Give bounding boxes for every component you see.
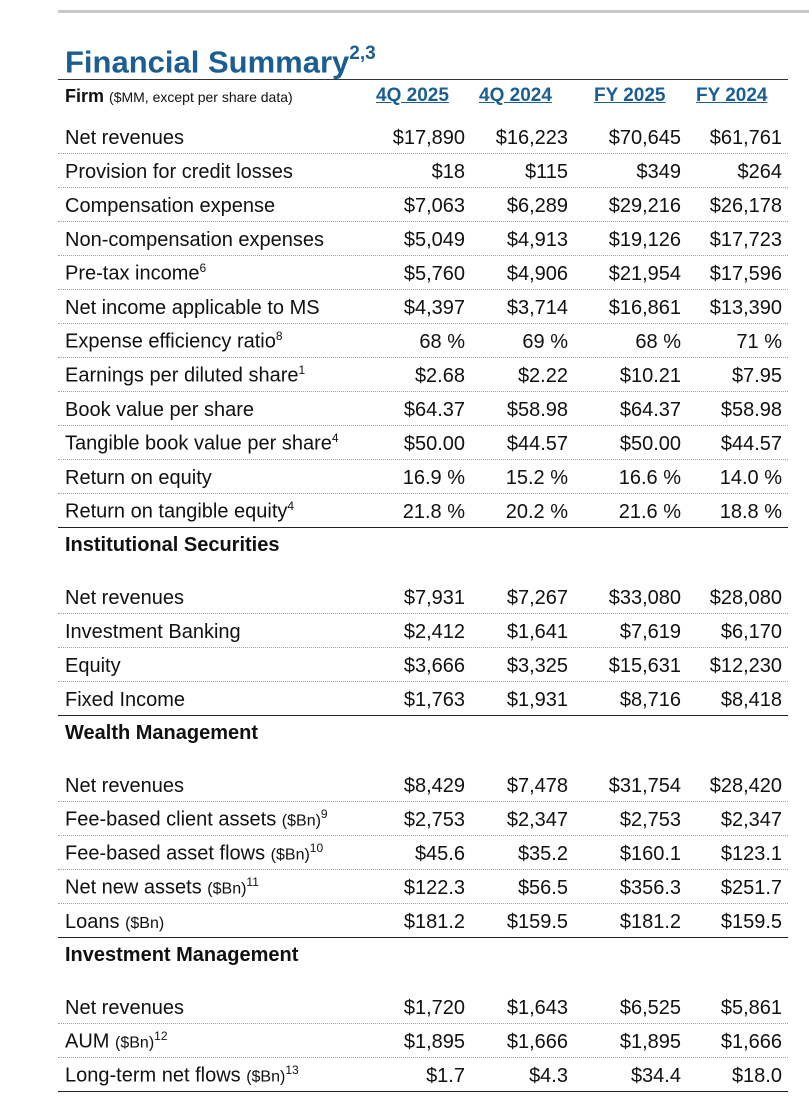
table-cell: $251.7 [720,877,782,899]
row-label-text: AUM [65,1031,110,1053]
table-row [58,392,788,426]
table-cell: $356.3 [619,877,681,899]
table-cell: $2,412 [403,621,465,643]
row-label [65,467,212,490]
table-cell: $45.6 [414,843,465,865]
table-cell: $6,289 [506,195,568,217]
table-cell: $15,631 [608,655,681,677]
firm-units-note: ($MM, except per share data) [109,89,293,105]
row-label [65,841,323,866]
table-cell: 18.8 % [719,501,782,523]
row-unit: ($Bn) [281,813,321,830]
row-label-text: Fee-based asset flows [65,843,266,865]
table-cell: $64.37 [619,399,681,421]
row-label [65,329,283,354]
table-cell: $28,080 [709,587,782,609]
table-cell: $19,126 [608,229,681,251]
table-row [58,154,788,188]
table-cell: $7,267 [506,587,568,609]
table-cell: $35.2 [517,843,568,865]
column-header-4q-2024: 4Q 2024 [479,85,552,106]
row-label [65,161,293,184]
row-footnote: 1 [298,363,306,378]
row-label-text: Fee-based client assets [65,809,277,831]
row-label-text: Net revenues [65,775,184,797]
table-cell: $12,230 [709,655,782,677]
table-cell: $28,420 [709,775,782,797]
table-cell: $1,643 [506,997,568,1019]
row-label-text: Net revenues [65,587,184,609]
table-cell: 14.0 % [719,467,782,489]
row-label-text: Fixed Income [65,689,186,711]
table-cell: 71 % [736,331,782,353]
row-label-text: Provision for credit losses [65,161,293,183]
section-header [58,528,788,580]
section-title: Investment Management [65,944,299,966]
table-cell: $115 [524,161,568,183]
row-label [65,621,241,644]
table-cell: $21,954 [608,263,681,285]
table-cell: $1,895 [619,1031,681,1053]
table-cell: $2,347 [506,809,568,831]
table-cell: 68 % [419,331,465,353]
table-row [58,494,788,528]
table-cell: $58.98 [720,399,782,421]
table-cell: $1,895 [403,1031,465,1053]
table-cell: $349 [636,161,681,183]
row-footnote: 12 [154,1029,168,1044]
row-label-text: Long-term net flows [65,1065,241,1087]
table-cell: $3,714 [506,297,568,319]
table-cell: $5,049 [403,229,465,251]
table-cell: $1,666 [720,1031,782,1053]
column-header-fy-2024: FY 2024 [696,85,768,106]
table-row [58,990,788,1024]
row-label-text: Return on tangible equity [65,501,288,523]
table-row [58,290,788,324]
table-cell: $17,596 [709,263,782,285]
table-header [58,79,788,119]
row-footnote: 8 [275,329,283,344]
table-cell: $70,645 [608,127,681,149]
row-label-text: Net new assets [65,877,202,899]
table-cell: $18 [431,161,465,183]
table-cell: $181.2 [403,911,465,933]
table-cell: $181.2 [619,911,681,933]
table-cell: $4,906 [506,263,568,285]
table-cell: $159.5 [506,911,568,933]
table-cell: $44.57 [720,433,782,455]
row-unit: ($Bn) [125,915,165,932]
row-footnote: 13 [285,1063,299,1078]
table-cell: $8,429 [403,775,465,797]
table-cell: $5,760 [403,263,465,285]
row-footnote: 6 [199,261,207,276]
table-cell: $16,861 [608,297,681,319]
row-label [65,195,275,218]
table-cell: $50.00 [403,433,465,455]
table-cell: $2,347 [720,809,782,831]
table-cell: $4.3 [529,1065,568,1087]
table-cell: $123.1 [720,843,782,865]
row-label [65,297,320,320]
table-cell: $4,397 [403,297,465,319]
row-label-text: Equity [65,655,121,677]
table-cell: $16,223 [495,127,568,149]
table-cell: $58.98 [506,399,568,421]
table-cell: $264 [737,161,782,183]
row-label-text: Earnings per diluted share [65,365,299,387]
row-label [65,807,328,832]
row-label [65,775,184,798]
section-header [58,716,788,768]
table-cell: 16.9 % [402,467,465,489]
table-cell: $26,178 [709,195,782,217]
page-title-text: Financial Summary [65,44,350,80]
table-cell: $7,063 [403,195,465,217]
table-cell: $8,418 [720,689,782,711]
table-cell: $2.68 [414,365,465,387]
table-cell: $5,861 [720,997,782,1019]
table-row [58,580,788,614]
table-cell: $1,763 [403,689,465,711]
row-label [65,587,184,610]
row-label-text: Net revenues [65,997,184,1019]
section-title: Institutional Securities [65,534,280,556]
table-row [58,256,788,290]
table-row [58,768,788,802]
column-header-4q-2025: 4Q 2025 [376,85,449,106]
top-divider [58,10,809,13]
table-cell: $7,478 [506,775,568,797]
table-row [58,682,788,716]
table-row [58,1024,788,1058]
column-header-fy-2025: FY 2025 [594,85,666,106]
table-cell: $17,890 [392,127,465,149]
table-cell: $33,080 [608,587,681,609]
row-label [65,499,294,524]
table-row [58,614,788,648]
table-row [58,648,788,682]
table-row [58,222,788,256]
row-footnote: 9 [320,807,328,822]
table-cell: $3,325 [506,655,568,677]
row-unit: ($Bn) [207,881,247,898]
financial-table [58,120,788,1092]
table-cell: $17,723 [709,229,782,251]
table-row [58,120,788,154]
row-unit: ($Bn) [246,1069,286,1086]
table-cell: $4,913 [506,229,568,251]
row-label [65,229,324,252]
table-cell: 21.6 % [618,501,681,523]
title-footnote: 2,3 [349,43,376,64]
table-cell: $44.57 [506,433,568,455]
table-cell: $7,619 [619,621,681,643]
row-label-text: Non-compensation expenses [65,229,325,251]
table-cell: $29,216 [608,195,681,217]
table-cell: 15.2 % [505,467,568,489]
table-cell: 20.2 % [505,501,568,523]
page-title [65,36,376,82]
row-label [65,689,185,712]
table-cell: $34.4 [630,1065,681,1087]
table-row [58,358,788,392]
row-unit: ($Bn) [115,1035,155,1052]
row-label [65,875,259,900]
table-row [58,324,788,358]
table-row [58,188,788,222]
row-label-text: Investment Banking [65,621,241,643]
table-cell: $31,754 [608,775,681,797]
row-label-text: Tangible book value per share [65,433,332,455]
row-label [65,655,121,678]
table-cell: $6,525 [619,997,681,1019]
table-cell: 16.6 % [618,467,681,489]
firm-header [65,86,293,107]
table-cell: $6,170 [720,621,782,643]
table-cell: $160.1 [619,843,681,865]
table-cell: $2,753 [403,809,465,831]
row-footnote: 10 [309,841,324,856]
table-cell: $1,720 [403,997,465,1019]
table-cell: $7.95 [731,365,782,387]
row-label-text: Pre-tax income [65,263,200,285]
table-cell: $7,931 [403,587,465,609]
firm-label: Firm [65,86,105,106]
table-row [58,802,788,836]
table-cell: $50.00 [619,433,681,455]
table-cell: $61,761 [709,127,782,149]
table-cell: $10.21 [619,365,681,387]
row-label [65,997,184,1020]
table-cell: $1,931 [506,689,568,711]
row-label [65,363,305,388]
table-row [58,870,788,904]
row-label [65,1063,299,1088]
row-label-text: Net revenues [65,127,184,149]
table-cell: $64.37 [403,399,465,421]
row-label-text: Return on equity [65,467,212,489]
row-label-text: Book value per share [65,399,255,421]
section-title: Wealth Management [65,722,258,744]
row-label [65,1029,168,1054]
row-label [65,399,254,422]
row-label-text: Expense efficiency ratio [65,331,276,353]
row-label [65,431,339,456]
row-label-text: Loans [65,911,120,933]
table-row [58,426,788,460]
table-cell: $8,716 [619,689,681,711]
table-cell: $56.5 [517,877,568,899]
table-cell: $2.22 [517,365,568,387]
row-footnote: 11 [246,875,259,890]
table-cell: $159.5 [720,911,782,933]
table-cell: $18.0 [731,1065,782,1087]
table-cell: 68 % [635,331,681,353]
row-label [65,127,184,150]
row-label-text: Compensation expense [65,195,276,217]
table-row [58,836,788,870]
table-cell: $122.3 [403,877,465,899]
row-label-text: Net income applicable to MS [65,297,320,319]
table-cell: $1.7 [426,1065,465,1087]
row-label [65,911,164,934]
table-row [58,1058,788,1092]
table-cell: $1,641 [506,621,568,643]
table-cell: $3,666 [403,655,465,677]
row-footnote: 4 [287,499,295,514]
table-cell: 69 % [522,331,568,353]
table-cell: $2,753 [619,809,681,831]
row-label [65,261,206,286]
row-unit: ($Bn) [270,847,310,864]
table-cell: $1,666 [506,1031,568,1053]
section-header [58,938,788,990]
table-row [58,904,788,938]
table-cell: $13,390 [709,297,782,319]
table-cell: 21.8 % [402,501,465,523]
row-footnote: 4 [331,431,339,446]
table-row [58,460,788,494]
